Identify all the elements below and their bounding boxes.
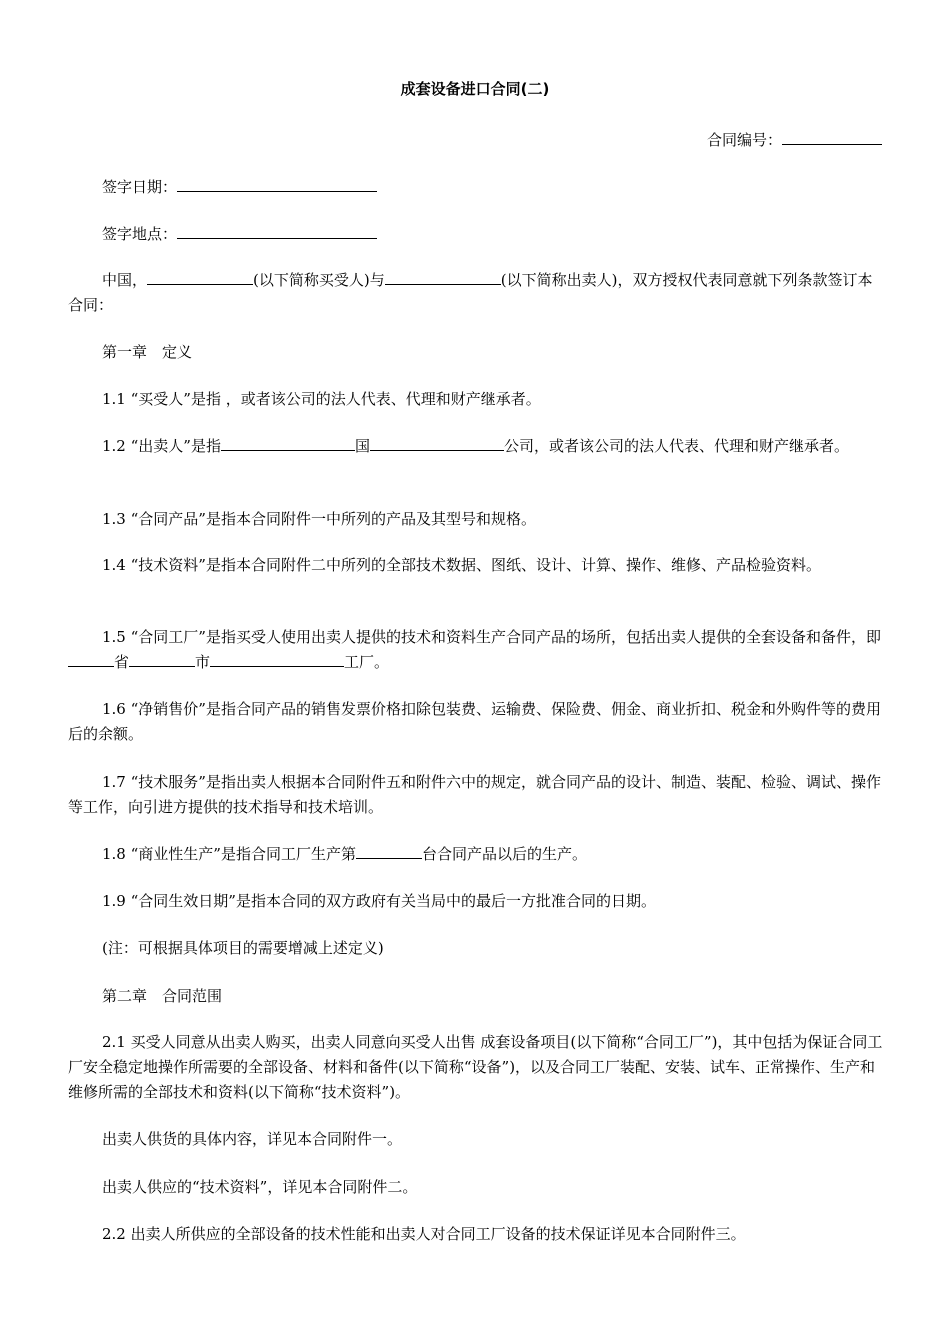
sign-date-blank bbox=[177, 175, 377, 192]
contract-number-label: 合同编号： bbox=[706, 131, 782, 149]
seller-country-blank bbox=[221, 434, 355, 451]
contract-number-line bbox=[707, 128, 882, 150]
city-blank bbox=[129, 650, 195, 667]
seller-blank bbox=[385, 268, 501, 285]
definition-note: (注：可根据具体项目的需要增减上述定义) bbox=[102, 939, 384, 957]
sign-place-line bbox=[102, 222, 377, 244]
clause-2-1-tech-note: 出卖人供应的“技术资料”，详见本合同附件二。 bbox=[102, 1178, 418, 1196]
clause-1-8-a: 1.8 “商业性生产”是指合同工厂生产第 bbox=[102, 845, 356, 863]
clause-1-2-b: 国 bbox=[354, 437, 370, 455]
clause-1-3: 1.3 “合同产品”是指本合同附件一中所列的产品及其型号和规格。 bbox=[102, 510, 536, 528]
sign-place-blank bbox=[177, 222, 377, 239]
clause-1-5-a: 1.5 “合同工厂”是指买受人使用出卖人提供的技术和资料生产合同产品的场所，包括出卖人提供的全套设备和备件，即 bbox=[102, 628, 881, 646]
intro-text-c: (以下简称出卖人)，双方授权代表同意就下列条款签订本合同： bbox=[68, 271, 873, 314]
seller-company-blank bbox=[370, 434, 504, 451]
clause-2-1: 2.1 买受人同意从出卖人购买，出卖人同意向买受人出售 成套设备项目(以下简称“合同工厂”)，其中包括为保证合同工厂安全稳定地操作所需要的全部设备、材料和备件(以下简称“设备”)，以及合同工厂装配、安装、试车、正常操作、生产和维修所需的全部技术和资料(以下简称“技术资料”)。 bbox=[68, 1033, 883, 1101]
document-title: 成套设备进口合同(二) bbox=[400, 80, 550, 98]
factory-blank bbox=[210, 650, 344, 667]
clause-1-5-c: 市 bbox=[195, 653, 211, 671]
clause-1-1: 1.1 “买受人”是指 ，或者该公司的法人代表、代理和财产继承者。 bbox=[102, 390, 541, 408]
clause-1-5-b: 省 bbox=[114, 653, 130, 671]
clause-1-9: 1.9 “合同生效日期”是指本合同的双方政府有关当局中的最后一方批准合同的日期。 bbox=[102, 892, 656, 910]
clause-1-8-b: 台合同产品以后的生产。 bbox=[421, 845, 587, 863]
sign-place-label: 签字地点： bbox=[102, 225, 178, 243]
clause-1-6: 1.6 “净销售价”是指合同产品的销售发票价格扣除包装费、运输费、保险费、佣金、商业折扣、税金和外购件等的费用后的余额。 bbox=[68, 700, 881, 743]
chapter-1-heading: 第一章 定义 bbox=[102, 343, 193, 361]
sign-date-line bbox=[102, 175, 377, 197]
clause-1-5-d: 工厂。 bbox=[344, 653, 390, 671]
clause-1-2 bbox=[68, 434, 883, 459]
clause-1-7: 1.7 “技术服务”是指出卖人根据本合同附件五和附件六中的规定，就合同产品的设计、制造、装配、检验、调试、操作等工作，向引进方提供的技术指导和技术培训。 bbox=[68, 773, 881, 816]
clause-1-4: 1.4 “技术资料”是指本合同附件二中所列的全部技术数据、图纸、设计、计算、操作、维修、产品检验资料。 bbox=[102, 556, 821, 574]
intro-text-b: (以下简称买受人)与 bbox=[253, 271, 385, 289]
province-blank bbox=[68, 650, 114, 667]
contract-number-blank bbox=[782, 128, 882, 145]
unit-count-blank bbox=[356, 842, 422, 859]
intro-paragraph bbox=[68, 268, 883, 318]
chapter-2-heading: 第二章 合同范围 bbox=[102, 987, 223, 1005]
clause-1-2-a: 1.2 “出卖人”是指 bbox=[102, 437, 221, 455]
clause-1-2-c: 公司，或者该公司的法人代表、代理和财产继承者。 bbox=[503, 437, 849, 455]
clause-1-5 bbox=[68, 625, 883, 675]
sign-date-label: 签字日期： bbox=[102, 178, 178, 196]
clause-2-2: 2.2 出卖人所供应的全部设备的技术性能和出卖人对合同工厂设备的技术保证详见本合同附件三。 bbox=[102, 1225, 746, 1243]
clause-2-1-supply-note: 出卖人供货的具体内容，详见本合同附件一。 bbox=[102, 1130, 403, 1148]
clause-1-8 bbox=[68, 842, 883, 867]
buyer-blank bbox=[147, 268, 253, 285]
intro-text-a: 中国， bbox=[102, 271, 148, 289]
